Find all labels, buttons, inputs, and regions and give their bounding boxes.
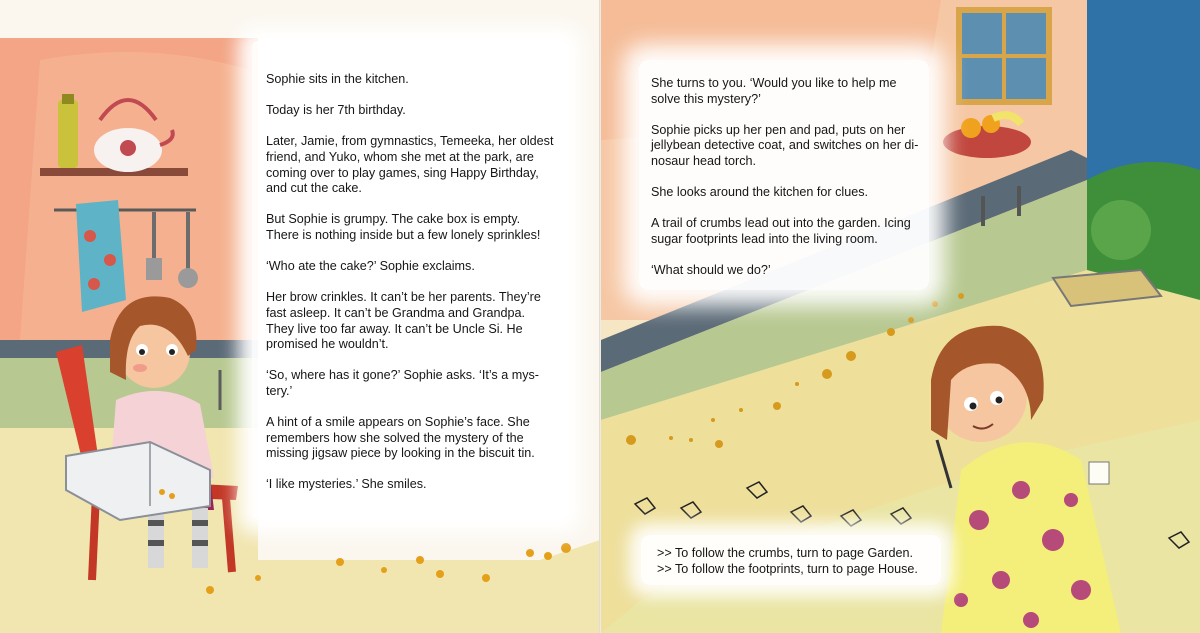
story-paragraph: Sophie sits in the kitchen. xyxy=(266,72,409,86)
story-paragraph: A hint of a smile appears on Sophie’s face. She remembers how she solved the mystery of the missing jigsaw piece by looking in the biscuit tin. xyxy=(266,415,535,461)
story-paragraph: ‘Who ate the cake?’ Sophie exclaims. xyxy=(266,259,475,274)
story-paragraph: Today is her 7th birthday. xyxy=(266,103,406,118)
notepad xyxy=(1089,462,1109,484)
sophie-legs xyxy=(148,508,164,568)
choice-follow-footprints-link[interactable]: >> To follow the footprints, turn to page House. xyxy=(657,561,918,576)
ladle xyxy=(186,212,190,272)
story-paragraph: ‘I like mysteries.’ She smiles. xyxy=(266,477,427,492)
dish-towel xyxy=(76,200,126,312)
choice-follow-crumbs-link[interactable]: >> To follow the crumbs, turn to page Garden. xyxy=(657,546,913,560)
wall-highlight xyxy=(20,52,250,340)
right-story-text xyxy=(651,76,919,294)
story-paragraph: Later, Jamie, from gymnastics, Temeeka, her oldest friend, and Yuko, whom she met at the park, are coming over to play games, sing Happy Birthday, and cut the cake. xyxy=(266,134,554,196)
left-story-text xyxy=(266,72,554,509)
story-paragraph: Sophie picks up her pen and pad, puts on her jellybean detective coat, and switches on her di-nosaur head torch. xyxy=(651,122,919,168)
story-paragraph: A trail of crumbs lead out into the garden. Icing sugar footprints lead into the living room. xyxy=(651,216,911,246)
story-paragraph: She looks around the kitchen for clues. xyxy=(651,185,869,200)
story-paragraph: But Sophie is grumpy. The cake box is empty. There is nothing inside but a few lonely sprinkles! xyxy=(266,212,541,242)
right-page xyxy=(601,0,1200,633)
story-paragraph: Her brow crinkles. It can’t be her parents. They’re fast asleep. It can’t be Grandma and Grandpa. They live too far away. It can’t be Uncle Si. He promised he wouldn’t. xyxy=(266,290,541,352)
oil-bottle xyxy=(58,100,78,168)
story-choices xyxy=(657,546,957,577)
story-paragraph: She turns to you. ‘Would you like to help me solve this mystery?’ xyxy=(651,76,897,106)
story-paragraph: ‘What should we do?’ xyxy=(651,263,771,278)
story-paragraph: ‘So, where has it gone?’ Sophie asks. ‘It’s a mys-tery.’ xyxy=(266,368,539,398)
spatula xyxy=(152,212,156,262)
